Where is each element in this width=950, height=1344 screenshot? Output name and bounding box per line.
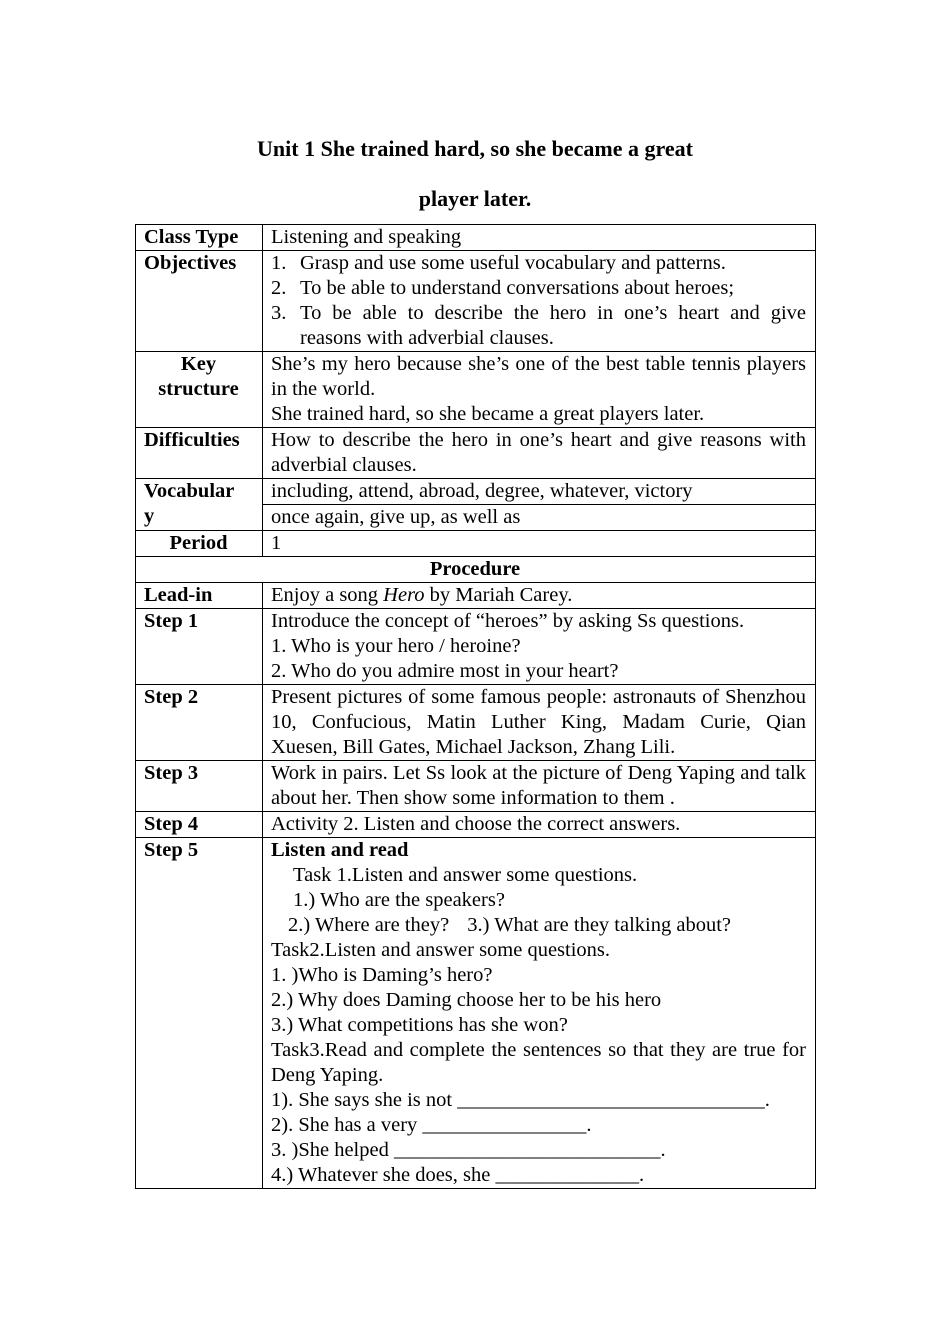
vocabulary-label: Vocabular y [136, 479, 263, 531]
vocabulary-words: including, attend, abroad, degree, whatever, victory [263, 479, 816, 505]
step-2-value: Present pictures of some famous people: astronauts of Shenzhou 10, Confucious, Matin Luther King, Madam Curie, Qian Xuesen, Bill Gates, Michael Jackson, Zhang Lili. [263, 685, 816, 761]
lesson-plan-table [135, 224, 816, 1189]
objectives-list [271, 251, 806, 351]
row-objectives [136, 251, 816, 352]
difficulties-label: Difficulties [136, 428, 263, 479]
row-step-5 [136, 838, 816, 1189]
row-period [136, 531, 816, 557]
objective-item: 1. Grasp and use some useful vocabulary and patterns. [271, 252, 726, 274]
key-structure-value [263, 352, 816, 428]
key-structure-label: Key structure [136, 352, 263, 428]
row-vocabulary [136, 479, 816, 505]
song-title: Hero [383, 584, 425, 606]
step-3-value: Work in pairs. Let Ss look at the picture of Deng Yaping and talk about her. Then show some information to them . [263, 761, 816, 812]
lead-in-value: Enjoy a song Hero by Mariah Carey. [263, 583, 816, 609]
step-5-label: Step 5 [136, 838, 263, 1189]
step-5-value: Listen and read Task 1.Listen and answer some questions. 1.) Who are the speakers? 2.) Where are they? 3.) What are they talking about? Task2.Listen and answer some questions. 1. )Who is Daming’s hero? 2.) Why does Daming choose her to be his hero 3.) What competitions has she won? Task3.Read and complete the sentences so that they are true for Deng Yaping. 1). She says she is not ______________________________. 2). She has a very ________________. 3. )She helped __________________________. 4.) Whatever she does, she ______________. [263, 838, 816, 1189]
title-line-1: Unit 1 She trained hard, so she became a great [257, 136, 693, 161]
key-sentence: She trained hard, so she became a great players later. [271, 403, 705, 425]
step-4-label: Step 4 [136, 812, 263, 838]
period-label: Period [136, 531, 263, 557]
step-4-value: Activity 2. Listen and choose the correct answers. [263, 812, 816, 838]
objective-item: 2. To be able to understand conversations about heroes; [271, 277, 735, 299]
row-step-1 [136, 609, 816, 685]
difficulties-value: How to describe the hero in one’s heart and give reasons with adverbial clauses. [263, 428, 816, 479]
step-2-label: Step 2 [136, 685, 263, 761]
row-class-type [136, 225, 816, 251]
row-step-4 [136, 812, 816, 838]
row-key-structure [136, 352, 816, 428]
step-3-label: Step 3 [136, 761, 263, 812]
class-type-value: Listening and speaking [263, 225, 816, 251]
objectives-label: Objectives [136, 251, 263, 352]
key-sentence: She’s my hero because she’s one of the best table tennis players in the world. [271, 353, 806, 400]
objective-item: 3. To be able to describe the hero in one’s heart and give reasons with adverbial clauses. [271, 302, 806, 349]
class-type-label: Class Type [136, 225, 263, 251]
row-lead-in [136, 583, 816, 609]
row-procedure-heading [136, 557, 816, 583]
row-step-2 [136, 685, 816, 761]
row-difficulties [136, 428, 816, 479]
lead-in-label: Lead-in [136, 583, 263, 609]
vocabulary-phrases: once again, give up, as well as [263, 505, 816, 531]
objectives-cell [263, 251, 816, 352]
step-1-value: Introduce the concept of “heroes” by asking Ss questions. 1. Who is your hero / heroine? 2. Who do you admire most in your heart? [263, 609, 816, 685]
step-1-label: Step 1 [136, 609, 263, 685]
step-5-heading: Listen and read [271, 839, 409, 861]
row-step-3 [136, 761, 816, 812]
period-value: 1 [263, 531, 816, 557]
title-line-2: player later. [418, 186, 532, 211]
procedure-heading: Procedure [136, 557, 816, 583]
